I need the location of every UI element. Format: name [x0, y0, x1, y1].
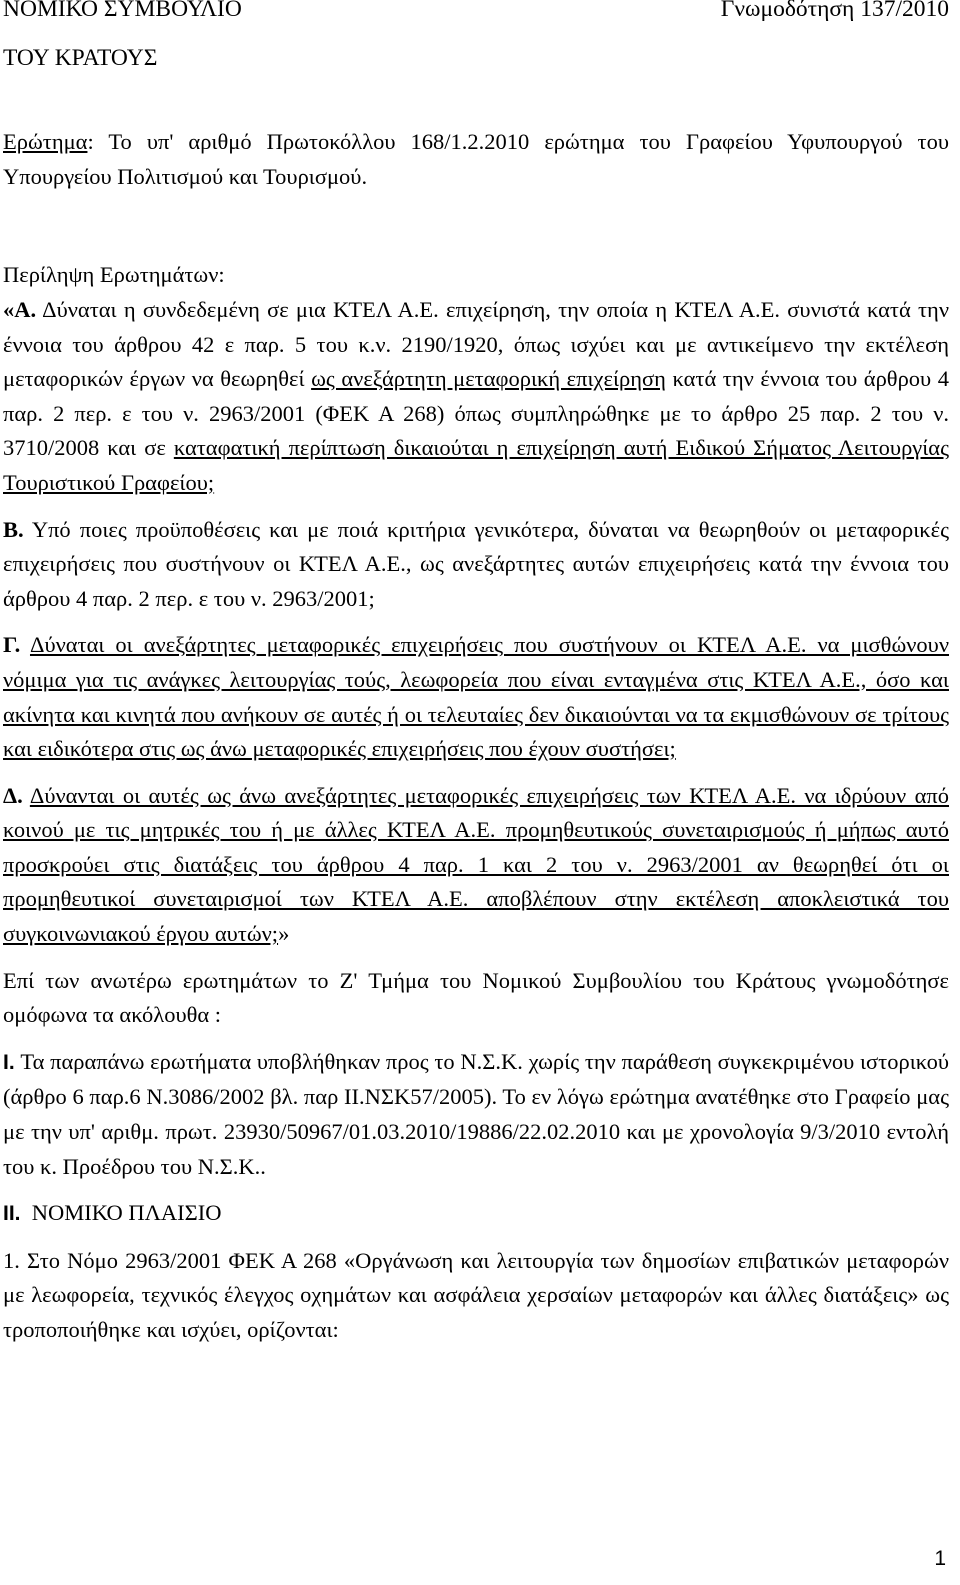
document-page — [3, 0, 949, 1348]
section-1: I. Τα παραπάνω ερωτήματα υποβλήθηκαν προς το Ν.Σ.Κ. χωρίς την παράθεση συγκεκριμένου ιστορικού (άρθρο 6 παρ.6 Ν.3086/2002 βλ. παρ ΙΙ.ΝΣΚ57/2005). Το εν λόγω ερώτημα ανατέθηκε στο Γραφείο μας με την υπ' αριθμ. πρωτ. 23930/50967/01.03.2010/19886/22.02.2010 και με χρονολογία 9/3/2010 εντολή του κ. Προέδρου του Ν.Σ.Κ.. — [3, 1048, 949, 1179]
question-label: Ερώτημα — [3, 129, 88, 155]
section-2-heading: II. ΝΟΜΙΚΟ ΠΛΑΙΣΙΟ — [3, 1200, 222, 1226]
question-b: Β. Υπό ποιες προϋποθέσεις και με ποιά κριτήρια γενικότερα, δύναται να θεωρηθούν οι μεταφορικές επιχειρήσεις που συστήνουν οι ΚΤΕΛ Α.Ε., ως ανεξάρτητες αυτών επιχειρήσεις κατά την έννοια του άρθρου 4 παρ. 2 περ. ε του ν. 2963/2001; — [3, 516, 949, 611]
opinion-number: Γνωμοδότηση 137/2010 — [720, 0, 949, 22]
question-d-text: Δύνανται οι αυτές ως άνω ανεξάρτητες μεταφορικές επιχειρήσεις των ΚΤΕΛ Α.Ε. να ιδρύουν από κοινού με τις μητρικές του ή με άλλες ΚΤΕΛ Α.Ε. προμηθευτικούς συνεταιρισμούς ή μήπως αυτό προσκρούει στις διατάξεις του άρθρου 4 παρ. 1 και 2 του ν. 2963/2001 αν θεωρηθεί ότι οι προμηθευτικοί συνεταιρισμοί των ΚΤΕΛ Α.Ε. αποβλέπουν στην εκτέλεση αποκλειστικά του συγκοινωνιακού έργου αυτών; — [3, 782, 949, 947]
opinion-intro: Επί των ανωτέρω ερωτημάτων το Ζ' Τμήμα του Νομικού Συμβουλίου του Κράτους γνωμοδότησε ομόφωνα τα ακόλουθα : — [3, 967, 949, 1028]
summary-heading: Περίληψη Ερωτημάτων: — [3, 262, 225, 288]
council-name: ΝΟΜΙΚΟ ΣΥΜΒΟΥΛΙΟ — [3, 0, 242, 22]
header-row — [3, 0, 949, 27]
question-a-underline-2: καταφατική περίπτωση δικαιούται η επιχείρηση αυτή Ειδικού Σήματος Λειτουργίας Τουριστικού Γραφείου; — [3, 435, 949, 495]
section-1-mark: I. — [3, 1050, 15, 1074]
question-d-mark: Δ. — [3, 782, 23, 808]
page-number: 1 — [934, 1547, 946, 1570]
question-c-text: Δύναται οι ανεξάρτητες μεταφορικές επιχειρήσεις που συστήνουν οι ΚΤΕΛ Α.Ε. να μισθώνουν νόμιμα για τις ανάγκες λειτουργίας τούς, λεωφορεία που είναι ενταγμένα στις ΚΤΕΛ Α.Ε., όσο και ακίνητα και κινητά που ανήκουν σε αυτές ή οι τελευταίες δεν δικαιούνται να τα εκμισθώνουν σε τρίτους και ειδικότερα στις ως άνω μεταφορικές επιχειρήσεις που έχουν συστήσει; — [3, 632, 949, 762]
question-c — [3, 628, 949, 766]
council-name-line2: ΤΟΥ ΚΡΑΤΟΥΣ — [3, 44, 158, 71]
question-paragraph — [3, 125, 949, 194]
paragraph-1: 1. Στο Νόμο 2963/2001 ΦΕΚ Α 268 «Οργάνωση και λειτουργία των δημοσίων επιβατικών μεταφορών με λεωφορεία, τεχνικός έλεγχος οχημάτων και ασφάλεια χερσαίων μεταφορών και άλλες διατάξεις» ως τροποποιήθηκε και ισχύει, ορίζονται: — [3, 1247, 949, 1342]
question-text: : Το υπ' αριθμό Πρωτοκόλλου 168/1.2.2010 ερώτημα του Γραφείου Υφυπουργού του Υπουργείου Πολιτισμού και Τουρισμού. — [3, 129, 949, 189]
question-b-mark: Β. — [3, 516, 24, 542]
question-c-mark: Γ. — [3, 632, 21, 658]
question-a: «Α. Δύναται η συνδεδεμένη σε μια ΚΤΕΛ Α.Ε. επιχείρηση, την οποία η ΚΤΕΛ Α.Ε. συνιστά κατά την έννοια του άρθρου 42 ε παρ. 5 του κ.ν. 2190/1920, όπως ισχύει και με αντικείμενο την εκτέλεση μεταφορικών έργων να θεωρηθεί ως ανεξάρτητη μεταφορική επιχείρηση κατά την έννοια του άρθρου 4 παρ. 2 περ. ε του ν. 2963/2001 (ΦΕΚ Α 268) όπως συμπληρώθηκε με το άρθρο 25 παρ. 2 του ν. 3710/2008 και σε καταφατική περίπτωση δικαιούται η επιχείρηση αυτή Ειδικού Σήματος Λειτουργίας Τουριστικού Γραφείου; — [3, 296, 949, 495]
section-2-mark: II. — [3, 1202, 21, 1226]
question-d: Δ. Δύνανται οι αυτές ως άνω ανεξάρτητες μεταφορικές επιχειρήσεις των ΚΤΕΛ Α.Ε. να ιδρύουν από κοινού με τις μητρικές του ή με άλλες ΚΤΕΛ Α.Ε. προμηθευτικούς συνεταιρισμούς ή μήπως αυτό προσκρούει στις διατάξεις του άρθρου 4 παρ. 1 και 2 του ν. 2963/2001 αν θεωρηθεί ότι οι προμηθευτικοί συνεταιρισμοί των ΚΤΕΛ Α.Ε. αποβλέπουν στην εκτέλεση αποκλειστικά του συγκοινωνιακού έργου αυτών;» — [3, 782, 949, 947]
question-a-underline-1: ως ανεξάρτητη μεταφορική επιχείρηση — [311, 366, 666, 392]
question-a-mark: «Α. — [3, 296, 37, 322]
